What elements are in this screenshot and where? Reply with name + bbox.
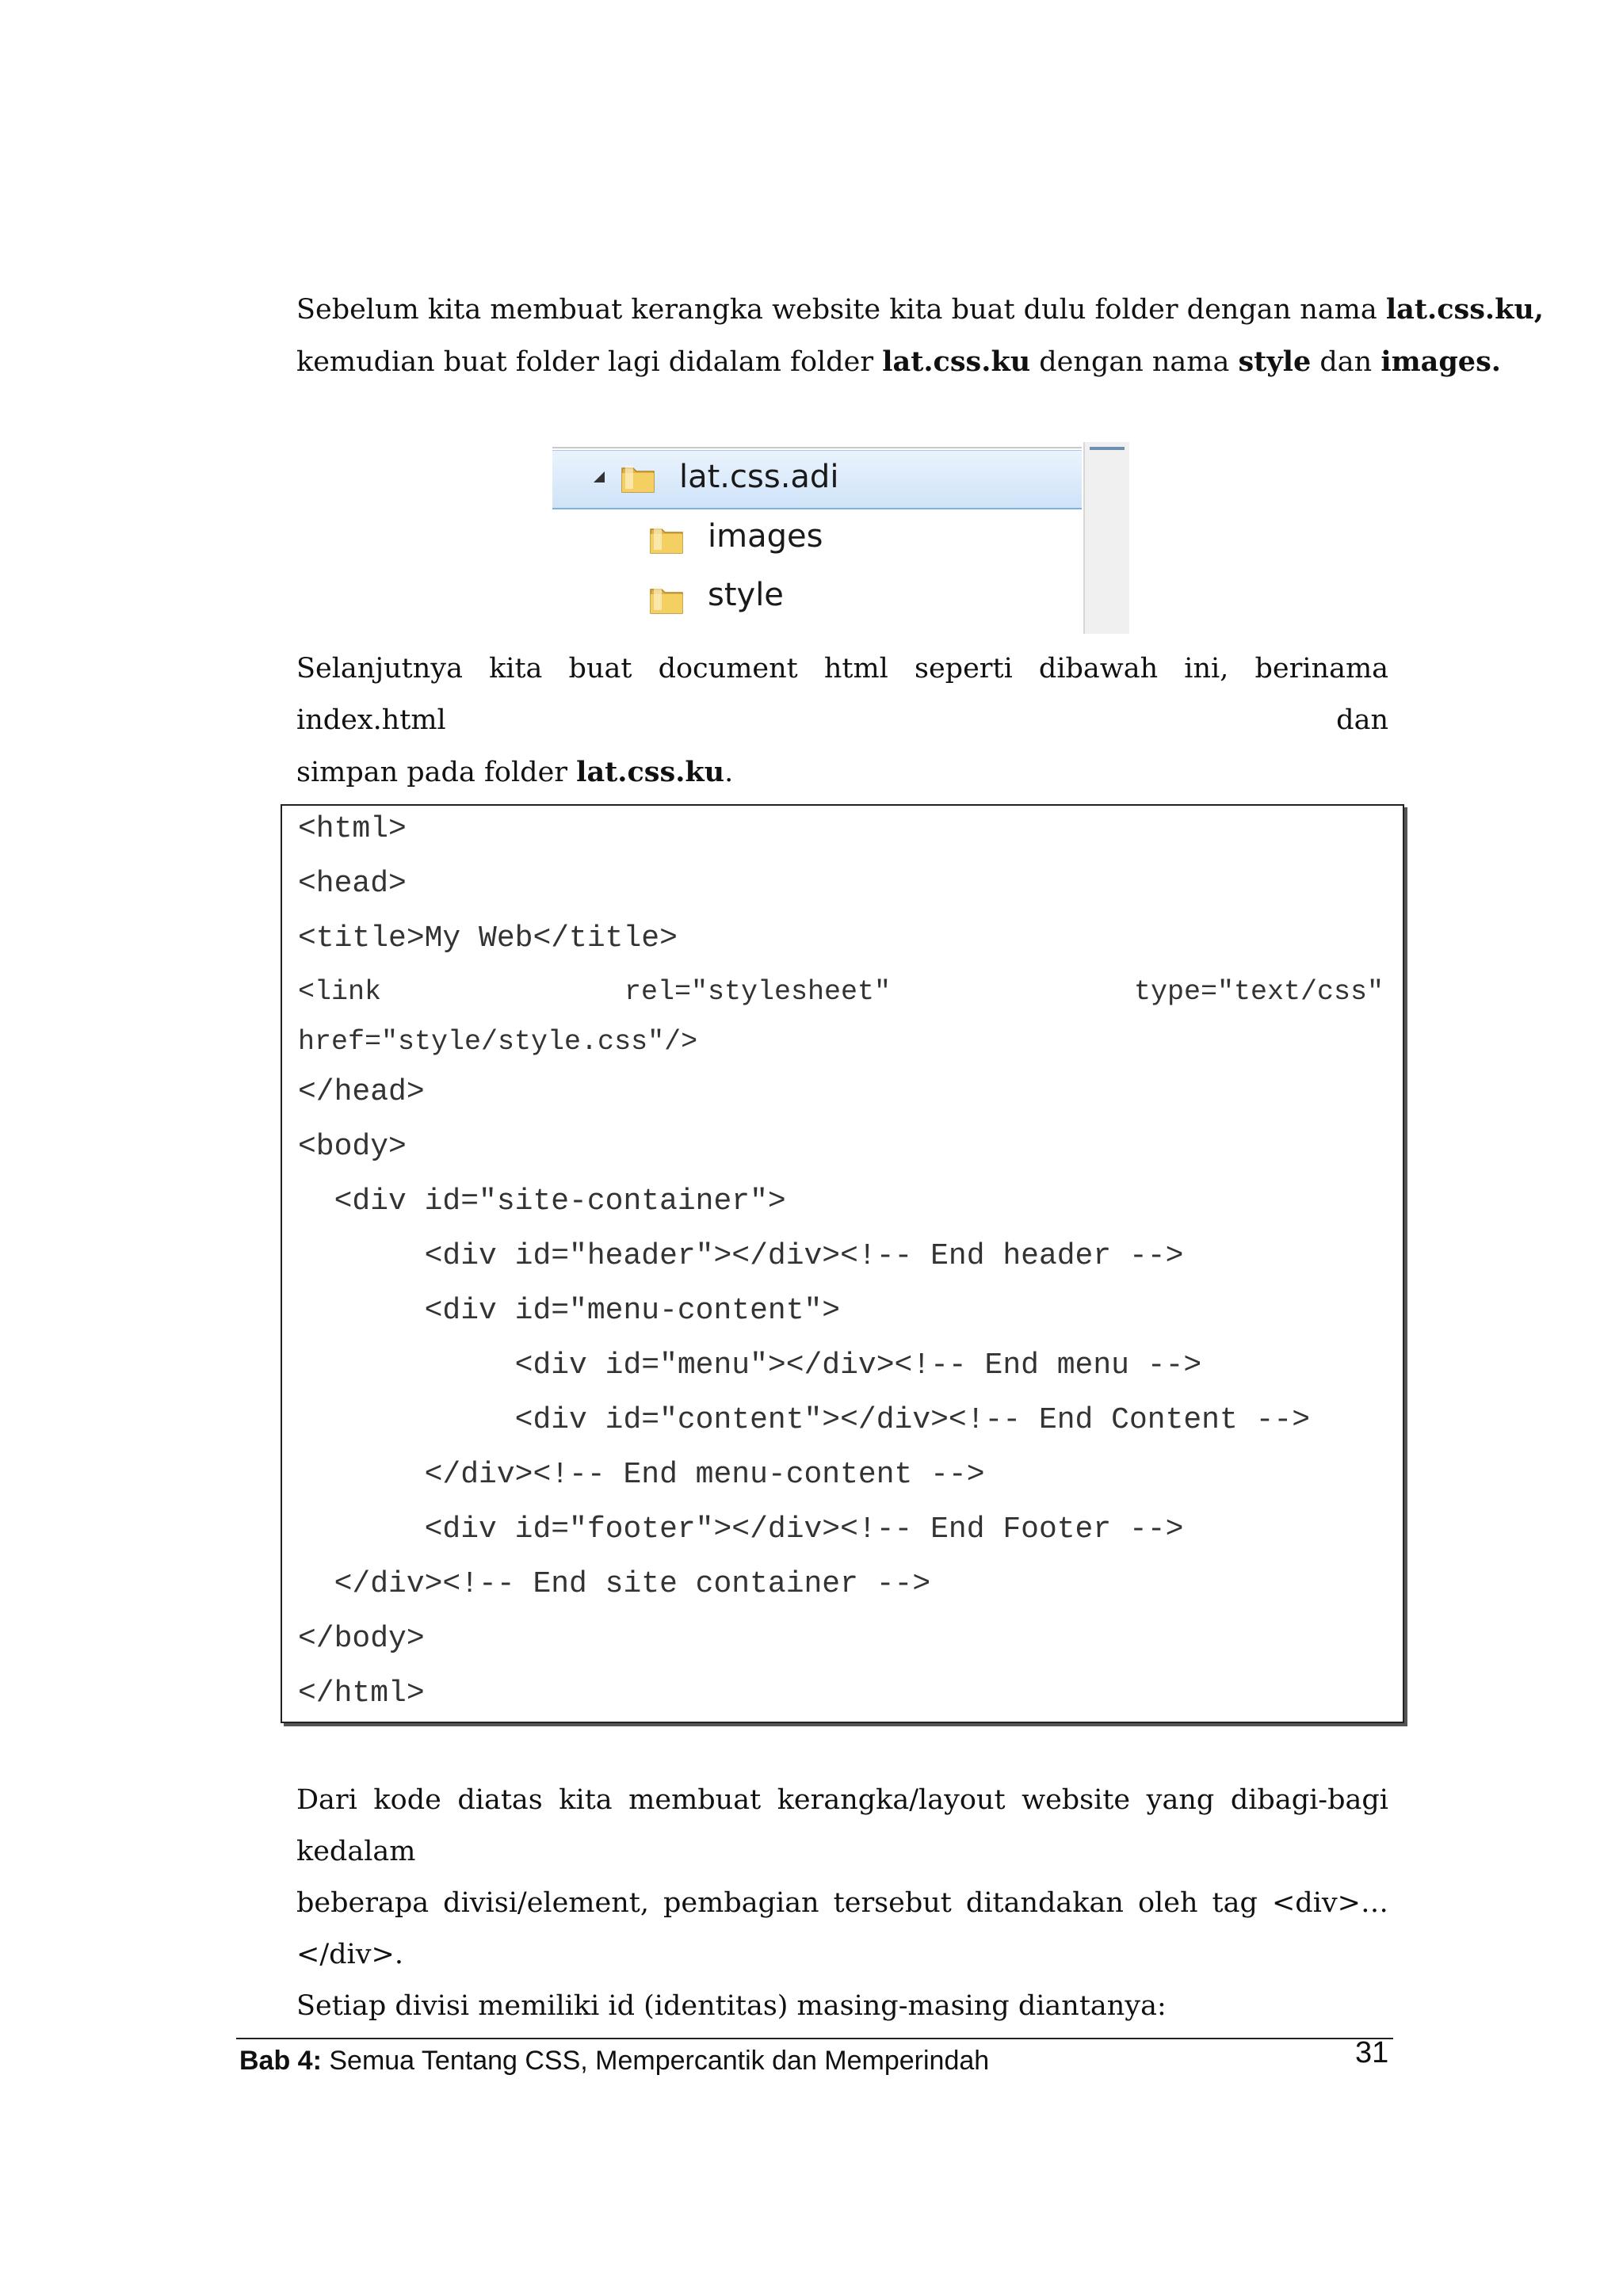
tree-label-images: images: [708, 518, 823, 555]
code-line: <html>: [298, 812, 407, 846]
code-token-type: type="text/css": [1133, 976, 1384, 1008]
para2-line-1: Selanjutnya kita buat document html seperti dibawah ini, berinama index.html dan: [296, 653, 1388, 736]
code-line: <div id="header"></div><!-- End header -->: [298, 1239, 1184, 1273]
code-line: </html>: [298, 1676, 425, 1711]
code-line: [298, 976, 1384, 1008]
tree-row-style[interactable]: [552, 570, 1082, 627]
code-line: <div id="content"></div><!-- End Content -->: [298, 1403, 1311, 1437]
code-line: <title>My Web</title>: [298, 921, 678, 955]
para3-line-3: Setiap divisi memiliki id (identitas) masing-masing diantanya:: [296, 1990, 1167, 2022]
code-line: <div id="menu"></div><!-- End menu -->: [298, 1348, 1202, 1383]
code-line: </head>: [298, 1075, 425, 1109]
code-line: href="style/style.css"/>: [298, 1026, 698, 1058]
code-line: <div id="footer"></div><!-- End Footer -->: [298, 1512, 1184, 1547]
para2-line-2: simpan pada folder lat.css.ku.: [296, 756, 734, 788]
intro-paragraph: [296, 284, 1544, 388]
folder-icon: [649, 521, 684, 556]
code-token-rel: rel="stylesheet": [624, 976, 892, 1008]
footer-rule: [236, 2038, 1393, 2039]
code-box: [281, 804, 1404, 1723]
tree-row-root[interactable]: [552, 450, 1082, 509]
tree-border: [552, 447, 1082, 448]
expand-arrow-icon[interactable]: [594, 471, 605, 482]
folder-tree-screenshot: [552, 442, 1132, 634]
paragraph-2: [296, 643, 1388, 799]
code-line: <div id="site-container">: [298, 1184, 786, 1219]
code-line: <div id="menu-content">: [298, 1294, 841, 1328]
tree-row-images[interactable]: [552, 510, 1082, 567]
scrollbar-cap: [1090, 447, 1125, 450]
folder-icon: [649, 582, 684, 616]
folder-icon: [621, 460, 655, 495]
code-line: <body>: [298, 1130, 407, 1164]
code-line: </div><!-- End menu-content -->: [298, 1458, 985, 1492]
intro-line-2: kemudian buat folder lagi didalam folder lat.css.ku dengan nama style dan images.: [296, 345, 1501, 378]
page-number: 31: [1355, 2036, 1389, 2069]
tree-label-style: style: [708, 577, 784, 613]
footer-chapter: Bab 4: Semua Tentang CSS, Mempercantik dan Memperindah: [239, 2046, 990, 2076]
intro-line-1: Sebelum kita membuat kerangka website kita buat dulu folder dengan nama lat.css.ku,: [296, 293, 1544, 326]
code-line: <head>: [298, 867, 407, 901]
code-line: </body>: [298, 1622, 425, 1656]
code-line: </div><!-- End site container -->: [298, 1567, 931, 1601]
para3-line-1: Dari kode diatas kita membuat kerangka/layout website yang dibagi-bagi kedalam: [296, 1784, 1388, 1867]
code-token-link: <link: [298, 976, 382, 1008]
paragraph-3: [296, 1775, 1388, 2032]
tree-label-root: lat.css.adi: [679, 459, 839, 495]
tree-scrollbar[interactable]: [1083, 442, 1129, 634]
para3-line-2: beberapa divisi/element, pembagian tersebut ditandakan oleh tag <div>…</div>.: [296, 1887, 1388, 1970]
